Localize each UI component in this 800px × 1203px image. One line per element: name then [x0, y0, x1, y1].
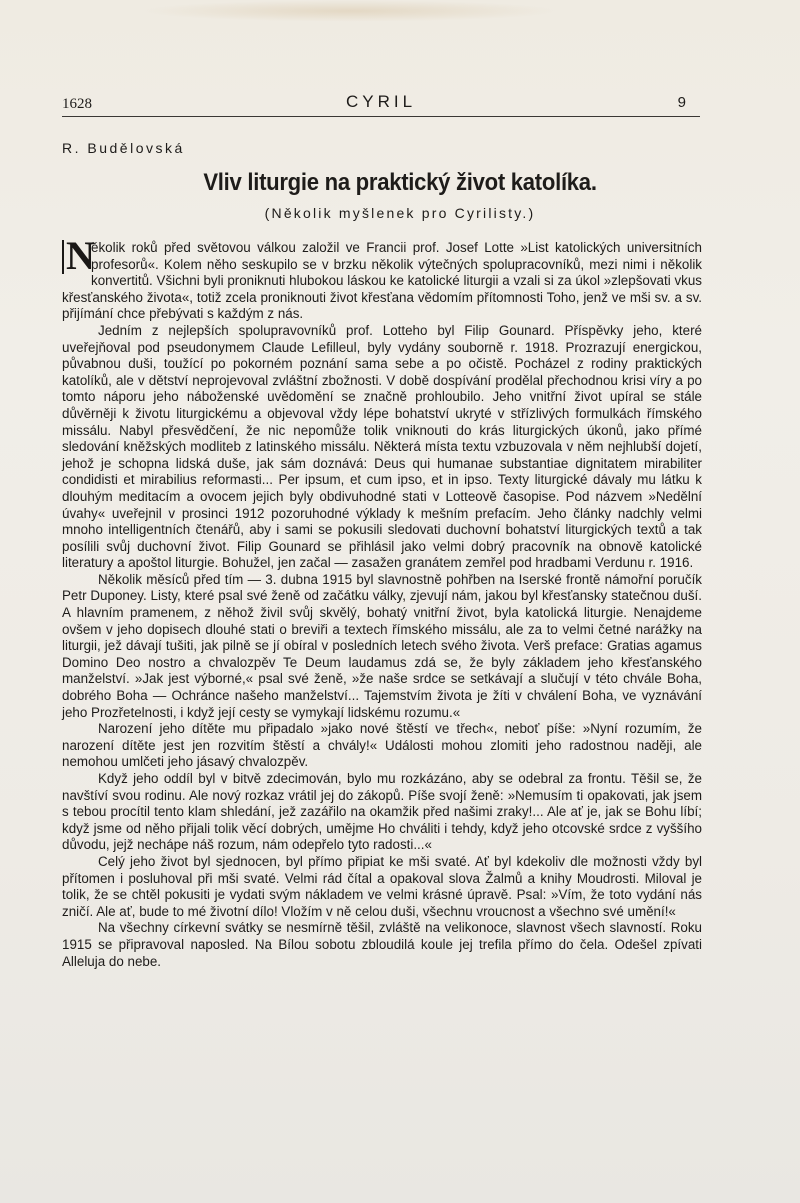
paper-stain [140, 0, 560, 22]
header-journal-title: CYRIL [345, 92, 417, 111]
running-header [62, 92, 700, 117]
paragraph: Jedním z nejlepších spolupravovníků prof. Lotteho byl Filip Gounard. Příspěvky jeho, které uveřejňoval pod pseudonymem Claude Lefilleul, byly vydány souborně r. 1918. Prozrazují energickou, půvabnou duši, toužící po pokorném poznání sama sebe a po očistě. Pocházel z rodiny praktických katolíků, ale v dětství neprojevoval zvláštní zbožnosti. V době dospívání prodělal přechodnou krisi víry a po tomto náporu jeho náboženské uvědomění se značně prohloubilo. Jeho vnitřní život upíral se stále důvěrněji k životu liturgickému a objevoval vždy lépe bohatství ukryté v střízlivých formulkách římského missálu. Nabyl přesvědčení, že nic nepomůže tolik vniknouti do krás liturgických úkonů, jako přímé sledování kněžských modliteb z latinského missálu. Některá místa textu vzbuzovala v něm nejhlubší dojetí, jehož je schopna lidská duše, jak sám doznává: Deus qui humanae substantiae dignitatem mirabiliter condidisti et mirabilius reformasti... Per ipsum, et cum ipso, et in ipso. Texty liturgické dávaly mu látku k dlouhým meditacím a ovocem jejich byly obdivuhodné stati v Lotteově časopise. Pod názvem »Nedělní úvahy« uveřejnil v prosinci 1912 pozoruhodné výklady k mešním prefacím. Jeho články nadchly velmi mnoho intelligentních čtenářů, aby i sami se pokusili sledovati duchovní bohatství liturgických textů a tak posílili svůj duchovní život. Filip Gounard se přihlásil jako velmi dobrý pracovník na obnově katolické literatury a apoštol liturgie. Bohužel, jen začal — zasažen granátem zemřel pod hradbami Verdunu r. 1916. [62, 322, 702, 571]
article-body [62, 233, 702, 970]
paragraph: Celý jeho život byl sjednocen, byl přímo připiat ke mši svaté. Ať byl kdekoliv dle možnosti vždy byl přítomen i posluhoval při mši svaté. Velmi rád čítal a opakoval slova Žalmů a knihy Moudrosti. Miloval je tolik, že se chtěl pokusiti je vydati svým nákladem ve velmi krásné úpravě. Psal: »Vím, že toto vydání nás zničí. Ale ať, bude to mé životní dílo! Vložím v ně celou duši, všechnu vroucnost a všechno své umění!« [62, 853, 702, 919]
paragraph: Na všechny církevní svátky se nesmírně těšil, zvláště na velikonoce, slavnost všech slavností. Roku 1915 se připravoval naposled. Na Bílou sobotu zbloudilá koule jej trefila přímo do čela. Odešel zpívati Alleluja do nebe. [62, 920, 702, 969]
drop-cap-initial: N [62, 240, 88, 274]
article-subtitle: (Několik myšlenek pro Cyrilisty.) [264, 205, 536, 221]
paragraph [62, 233, 702, 323]
header-volume-number: 1628 [62, 96, 92, 112]
paragraph-text: ěkolik roků před světovou válkou založil ve Francii prof. Josef Lotte »List katolických universitních profesorů«. Kolem něho seskupilo se v brzku několik výtečných spolupracovníků, mezi nimi i několik konvertitů. Všichni byli proniknuti hlubokou láskou ke katolické liturgii a vzali si za úkol »zlepšovati vkus křesťanského života«, totiž zcela proniknouti život křesťana vědomím přítomnosti Toho, jenž ve mši sv. a sv. přijímání chce přebývati s každým z nás. [62, 240, 702, 322]
paragraph: Když jeho oddíl byl v bitvě zdecimován, bylo mu rozkázáno, aby se odebral za frontu. Těšil se, že navštíví svou rodinu. Ale nový rozkaz vrátil jej do zákopů. Píše svojí ženě: »Nemusím ti opakovati, jak jsem s tebou procítil tento klam shledání, jež zazářilo na okamžik před našimi zraky!... Ale ať je, jak se Bohu líbí; když jsme od něho přijali tolik věcí dobrých, umějme Ho chváliti i tehdy, když jeho otcovské srdce z vyššího důvodu, jejž nechápe náš rozum, nám odepřelo tyto radosti...« [62, 771, 702, 853]
paragraph: Několik měsíců před tím — 3. dubna 1915 byl slavnostně pohřben na Iserské frontě námořní poručík Petr Duponey. Listy, které psal své ženě od začátku války, zjevují nám, jakou byl křesťansky statečnou duší. A hlavním pramenem, z něhož živil svůj skvělý, bohatý vnitřní život, byla katolická liturgie. Nenajdeme ovšem v jeho dopisech dlouhé stati o breviři a textech římského missálu, ale za to velmi četné narážky na liturgii, jež dávají tušiti, jak pilně se jí obíral v posledních letech svého života. Verš preface: Gratias agamus Domino Deo nostro a chvalozpěv Te Deum laudamus zdá se, že byly základem jeho křesťanského manželství. »Jak jest výborné,« psal své ženě, »že naše srdce se setkávají a slučují v této chvále Boha, dobrého Boha — Ochránce našeho manželství... Tajemstvím života je žíti v chválení Boha, ve vyznávání jeho Prozřetelnosti, i když její cesty se vymykají lidskému rozumu.« [62, 571, 702, 720]
paragraph: Narození jeho dítěte mu připadalo »jako nové štěstí ve třech«, neboť píše: »Nyní rozumím, že narození dítěte jest jen rozvitím štěstí a chvály!« Události mohou zlomiti jeho radostnou naději, ale nemohou umlčeti jeho jásavý chvalozpěv. [62, 721, 702, 770]
header-page-number: 9 [677, 94, 686, 111]
article-title: Vliv liturgie na praktický život katolíka. [203, 169, 597, 196]
article-author: R. Budělovská [62, 140, 185, 156]
